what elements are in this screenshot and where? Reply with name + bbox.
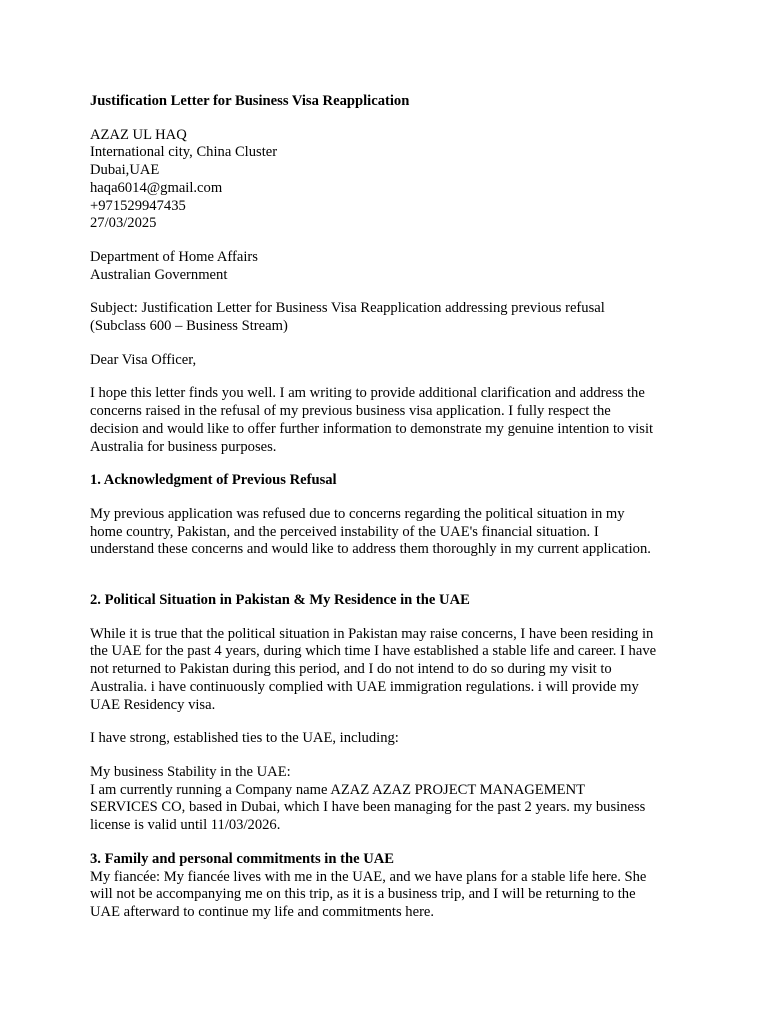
paragraph-line: understand these concerns and would like to address them thoroughly in my current application.: [90, 541, 651, 558]
spacer: [90, 111, 690, 127]
section3-paragraph: [90, 869, 690, 922]
sender-address-line2: Dubai,UAE: [90, 162, 160, 179]
paragraph-line: home country, Pakistan, and the perceived instability of the UAE's financial situation. I: [90, 523, 599, 540]
subject-line: (Subclass 600 – Business Stream): [90, 318, 288, 335]
sender-name: AZAZ UL HAQ: [90, 126, 187, 143]
paragraph-line: My fiancée: My fiancée lives with me in the UAE, and we have plans for a stable life here. She: [90, 868, 647, 885]
letter-title: Justification Letter for Business Visa Reapplication: [90, 93, 410, 109]
spacer: [90, 336, 690, 352]
spacer: [90, 748, 690, 764]
paragraph-line: Australia. i have continuously complied with UAE immigration regulations. i will provide my: [90, 678, 639, 695]
subject-line: Subject: Justification Letter for Business Visa Reapplication addressing previous refusal: [90, 300, 605, 317]
section1-paragraph: [90, 506, 690, 559]
paragraph-line: UAE Residency visa.: [90, 696, 216, 713]
paragraph-line: My previous application was refused due to concerns regarding the political situation in my: [90, 505, 625, 522]
paragraph-line: license is valid until 11/03/2026.: [90, 817, 281, 834]
paragraph-line: I am currently running a Company name AZAZ AZAZ PROJECT MANAGEMENT: [90, 781, 586, 798]
section2-paragraph: [90, 626, 690, 715]
spacer: [90, 490, 690, 506]
paragraph-line: Australia for business purposes.: [90, 438, 277, 455]
sender-email: haqa6014@gmail.com: [90, 179, 223, 196]
spacer: [90, 284, 690, 300]
sender-block: [90, 127, 690, 233]
letter-page: [90, 93, 690, 922]
spacer: [90, 233, 690, 249]
salutation: Dear Visa Officer,: [90, 351, 197, 368]
sender-address-line1: International city, China Cluster: [90, 144, 278, 161]
subject-block: [90, 300, 690, 335]
spacer: [90, 714, 690, 730]
paragraph-line: UAE afterward to continue my life and commitments here.: [90, 903, 435, 920]
recipient-line1: Department of Home Affairs: [90, 248, 258, 265]
paragraph-line: While it is true that the political situation in Pakistan may raise concerns, I have been residing in: [90, 625, 654, 642]
spacer: [90, 369, 690, 385]
paragraph-line: not returned to Pakistan during this period, and I do not intend to do so during my visit to: [90, 661, 612, 678]
paragraph-line: decision and would like to offer further information to demonstrate my genuine intention to visit: [90, 420, 654, 437]
spacer: [90, 835, 690, 851]
section-heading: 1. Acknowledgment of Previous Refusal: [90, 472, 337, 489]
spacer: [90, 610, 690, 626]
section-heading: 3. Family and personal commitments in the UAE: [90, 850, 395, 867]
paragraph-line: My business Stability in the UAE:: [90, 763, 291, 780]
paragraph-line: concerns raised in the refusal of my previous business visa application. I fully respect the: [90, 403, 611, 420]
spacer: [90, 456, 690, 472]
paragraph-line: SERVICES CO, based in Dubai, which I have been managing for the past 2 years. my business: [90, 799, 646, 816]
recipient-line2: Australian Government: [90, 266, 228, 283]
paragraph-line: will not be accompanying me on this trip, as it is a business trip, and I will be returning to the: [90, 886, 636, 903]
paragraph-line: the UAE for the past 4 years, during which time I have established a stable life and career. I have: [90, 643, 657, 660]
recipient-block: [90, 249, 690, 284]
intro-paragraph: [90, 385, 690, 456]
ties-line: I have strong, established ties to the UAE, including:: [90, 730, 399, 747]
business-paragraph: [90, 764, 690, 835]
section-heading: 2. Political Situation in Pakistan & My Residence in the UAE: [90, 592, 470, 609]
sender-phone: +971529947435: [90, 197, 186, 214]
letter-date: 27/03/2025: [90, 215, 157, 232]
paragraph-line: I hope this letter finds you well. I am writing to provide additional clarification and address the: [90, 385, 645, 402]
spacer: [90, 559, 690, 592]
